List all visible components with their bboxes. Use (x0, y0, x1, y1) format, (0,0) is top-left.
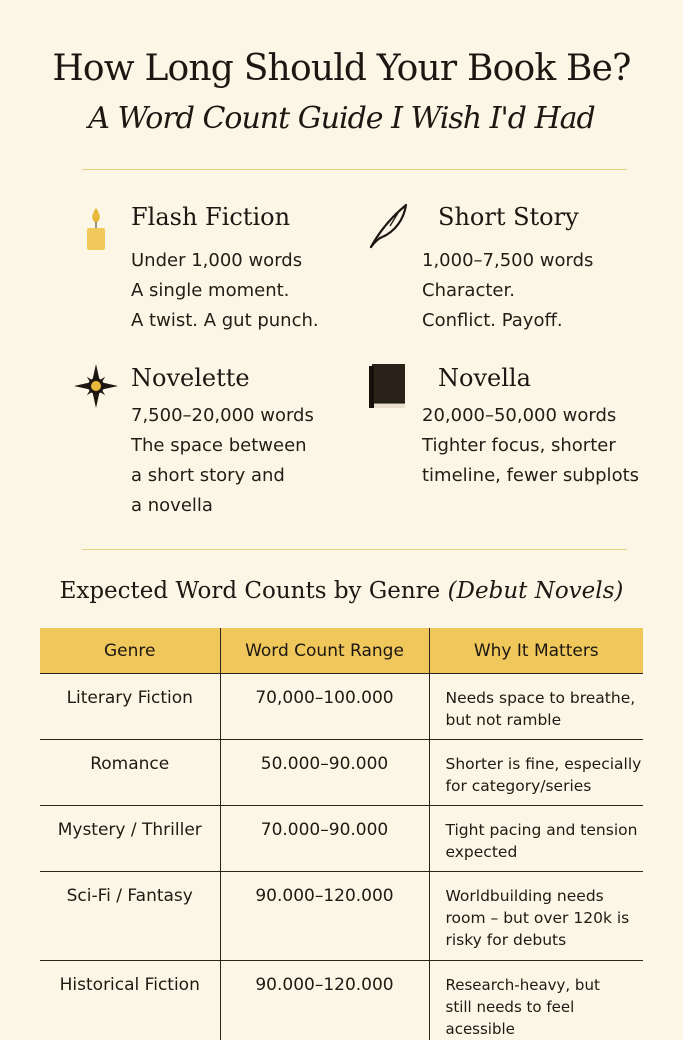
why-line: Research-heavy, but (446, 974, 644, 996)
genre-word-count-table (40, 628, 643, 1040)
category-word-range: Under 1,000 words (131, 246, 319, 276)
category-name: Novella (438, 364, 531, 392)
cell-range: 90.000–120.000 (220, 961, 429, 1040)
book-icon (368, 363, 406, 413)
table-section-title (0, 578, 683, 604)
category-word-range: 7,500–20,000 words (131, 401, 314, 431)
category-name: Flash Fiction (131, 203, 290, 231)
compass-icon (73, 363, 119, 413)
column-header-genre: Genre (40, 628, 220, 674)
cell-genre: Historical Fiction (40, 961, 220, 1040)
table-row (40, 740, 643, 806)
cell-genre: Mystery / Thriller (40, 806, 220, 872)
category-word-range: 1,000–7,500 words (422, 246, 593, 276)
column-header-range: Word Count Range (220, 628, 429, 674)
category-description-line: a novella (131, 491, 314, 521)
cell-range: 90.000–120.000 (220, 872, 429, 961)
category-description-line: Character. (422, 276, 593, 306)
cell-genre: Romance (40, 740, 220, 806)
category-name: Novelette (131, 364, 250, 392)
category-description-line: A twist. A gut punch. (131, 306, 319, 336)
category-name: Short Story (438, 203, 579, 231)
divider-middle (82, 549, 627, 550)
cell-range: 70.000–90.000 (220, 806, 429, 872)
section-title-text: Expected Word Counts by Genre (60, 578, 441, 604)
category-description-line: The space between (131, 431, 314, 461)
why-line: risky for debuts (446, 929, 644, 951)
cell-why (429, 872, 643, 961)
table-row (40, 806, 643, 872)
why-line: still needs to feel acessible (446, 996, 644, 1040)
cell-genre: Literary Fiction (40, 674, 220, 740)
cell-why (429, 674, 643, 740)
quill-icon (368, 202, 410, 254)
category-description-line: Tighter focus, shorter (422, 431, 639, 461)
category-description-line: a short story and (131, 461, 314, 491)
page-subtitle: A Word Count Guide I Wish I'd Had (0, 101, 683, 136)
why-line: room – but over 120k is (446, 907, 644, 929)
cell-range: 70,000–100.000 (220, 674, 429, 740)
cell-why (429, 740, 643, 806)
why-line: but not ramble (446, 709, 644, 731)
cell-why (429, 961, 643, 1040)
why-line: Needs space to breathe, (446, 687, 644, 709)
page-title: How Long Should Your Book Be? (0, 48, 683, 89)
table-row (40, 872, 643, 961)
section-title-italic: (Debut Novels) (448, 578, 624, 604)
cell-range: 50.000–90.000 (220, 740, 429, 806)
table-row (40, 674, 643, 740)
category-word-range: 20,000–50,000 words (422, 401, 639, 431)
category-description-line: timeline, fewer subplots (422, 461, 639, 491)
column-header-why: Why It Matters (429, 628, 643, 674)
category-description-line: Conflict. Payoff. (422, 306, 593, 336)
why-line: Shorter is fine, especially (446, 753, 644, 775)
why-line: expected (446, 841, 644, 863)
table-row (40, 961, 643, 1040)
why-line: for category/series (446, 775, 644, 797)
why-line: Worldbuilding needs (446, 885, 644, 907)
why-line: Tight pacing and tension (446, 819, 644, 841)
candle-icon (86, 206, 106, 256)
cell-genre: Sci-Fi / Fantasy (40, 872, 220, 961)
divider-top (82, 169, 627, 170)
category-description-line: A single moment. (131, 276, 319, 306)
table-header-row (40, 628, 643, 674)
cell-why (429, 806, 643, 872)
